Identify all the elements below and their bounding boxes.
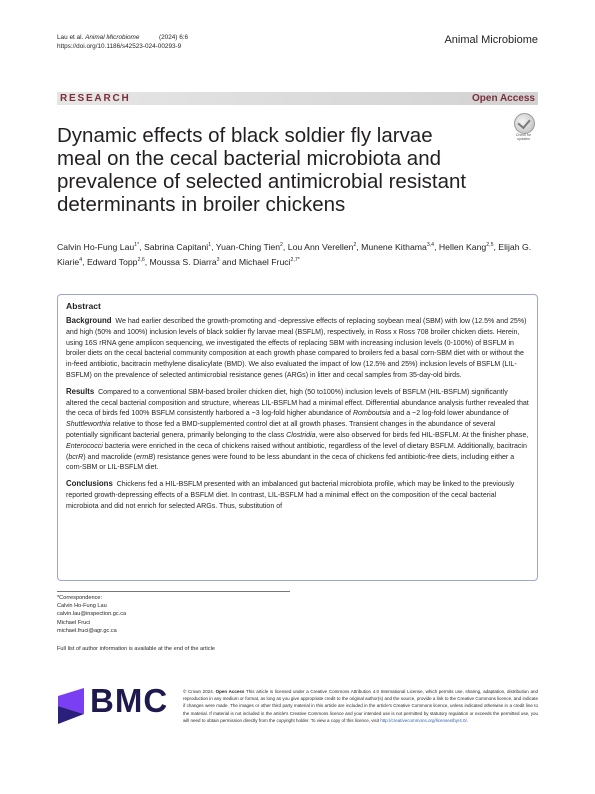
abstract-background <box>66 316 529 382</box>
open-access-bold: Open Access <box>215 689 245 694</box>
correspondence-block <box>57 594 126 635</box>
results-text: , were also observed for birds fed HIL-BSFLM. At the finisher phase, <box>315 431 529 439</box>
copyright: © Crown 2024. <box>183 689 216 694</box>
abstract-conclusions <box>66 479 529 512</box>
article-type-banner <box>57 92 538 105</box>
author-affil: 3,4 <box>426 242 435 248</box>
correspondence-email[interactable]: michael.fruci@agr.gc.ca <box>57 627 117 634</box>
check-for-updates-badge[interactable] <box>510 113 537 143</box>
citation-line <box>57 33 188 42</box>
author-name[interactable]: Michael Fruci <box>238 256 291 267</box>
correspondence-name: Michael Fruci <box>57 619 91 626</box>
author-name[interactable]: Munene Kithama <box>361 241 427 252</box>
results-genus: Enterococci <box>66 442 103 450</box>
results-text: bacteria were enriched in the ceca of chickens raised without antibiotic, regardless of the level of dietary BSFLM. Additionally, bacitracin ( <box>66 442 527 461</box>
author-name[interactable]: Lou Ann Verellen <box>287 241 354 252</box>
correspondence-email[interactable]: calvin.lau@inspection.gc.ca <box>57 611 127 618</box>
authors-and: and <box>221 256 237 267</box>
results-class: Clostridia <box>286 431 316 439</box>
author-list: Calvin Ho-Fung Lau$^{1*}$, Sabrina Capitani$^1$, Yuan-Ching Tien$^2$, Lou Ann Verellen$^2$, Munene Kithama$^{3,4}$, Hellen Kang$^{2,5}$, Elijah G. Kiarie$^4$, Edward Topp$^{2,6}$, Moussa S. Diarra$^3$ and Michael Fruci$^{2,7*}$ <box>57 241 532 267</box>
open-access-label: Open Access <box>472 93 535 104</box>
results-gene: ermB <box>136 453 153 461</box>
background-label: Background <box>66 316 112 325</box>
section-label: RESEARCH <box>60 93 131 104</box>
author-affil: 2 <box>353 242 357 248</box>
license-text <box>183 688 538 724</box>
abstract-results <box>66 387 529 474</box>
author-affil: 3 <box>216 256 220 263</box>
results-text: ) and macrolide ( <box>83 453 137 461</box>
correspondence-label: *Correspondence: <box>57 595 103 601</box>
citation-authors: Lau et al. <box>57 34 84 41</box>
author-info-note: Full list of author information is available at the end of the article <box>57 646 215 652</box>
bmc-logo-icon <box>58 688 84 724</box>
results-text: ) resistance genes were found to be less abundant in the ceca of chickens fed antibiotic-free diets, including either a corn-SBM or LIL-BSFLM diet. <box>66 453 515 472</box>
results-genus: Shuttleworthia <box>66 421 111 429</box>
abstract-box <box>57 294 538 581</box>
conclusions-label: Conclusions <box>66 479 113 489</box>
footnote-divider <box>57 591 290 592</box>
author-affil: 1* <box>134 242 140 248</box>
license-link[interactable]: http://creativecommons.org/licenses/by/4.0/ <box>380 717 467 723</box>
author-name[interactable]: Elijah G. Kiarie <box>57 241 532 267</box>
conclusions-text: Chickens fed a HIL-BSFLM presented with an imbalanced gut bacterial microbiota profile, which may be linked to the previously reported growth-depressing effects of a BSFLM diet. In contrast, LIL-BSFLM had a minimal effect on the composition of the cecal bacterial microbiota and did not enrich for selected ARGs. Thus, substitution of <box>66 481 515 510</box>
author-affil: 2,7* <box>290 256 300 263</box>
results-genus: Romboutsia <box>352 410 391 418</box>
check-for-updates-label: Check for updates <box>515 133 532 142</box>
author-name[interactable]: Sabrina Capitani <box>144 241 209 252</box>
author-name[interactable]: Yuan-Ching Tien <box>215 241 281 252</box>
citation-year-issue: (2024) 6:6 <box>158 34 189 41</box>
article-title: Dynamic effects of black soldier fly larvae meal on the cecal bacterial microbiota and prevalence of selected antimicrobial resistant determinants in broiler chickens <box>57 124 467 216</box>
running-header <box>57 33 188 51</box>
author-affil: 2,5 <box>486 242 494 248</box>
abstract-heading: Abstract <box>66 301 101 311</box>
journal-name: Animal Microbiome <box>444 34 538 46</box>
correspondence-name: Calvin Ho-Fung Lau <box>57 603 107 610</box>
citation-journal: Animal Microbiome <box>85 34 140 41</box>
author-affil: 2 <box>280 242 283 248</box>
license-body: This article is licensed under a Creative Commons Attribution 4.0 International License, which permits use, sharing, adaptation, distribution and reproduction in any medium or format, as long as you give appropriate credit to the original author(s) and the source, provide a link to the Creative Commons licence, and indicate if changes were made. The images or other third party material in this article are included in the article's Creative Commons licence, unless indicated otherwise in a credit line to the material. If material is not included in the article's Creative Commons licence and your intended use is not permitted by statutory regulation or exceeds the permitted use, you will need to obtain permission directly from the copyright holder. To view a copy of this licence, visit <box>183 689 538 723</box>
author-name[interactable]: Edward Topp <box>86 256 138 267</box>
author-affil: 1 <box>208 242 212 248</box>
results-gene: bcrR <box>68 453 84 461</box>
author-affil: 2,6 <box>137 256 145 263</box>
author-name[interactable]: Hellen Kang <box>438 241 487 252</box>
results-text: relative to those fed a BMD-supplemented control diet at all growth phases. Transient changes in the abundance of several potentially significant bacterial genera, primarily belonging to the class <box>66 421 496 439</box>
author-name[interactable]: Calvin Ho-Fung Lau <box>57 241 135 252</box>
results-label: Results <box>66 386 95 396</box>
background-text: We had earlier described the growth-promoting and -depressive effects of replacing soybean meal (SBM) with low (12.5% and 25%) and high (50% and 100%) inclusion levels of black soldier fly larvae meal (BSFLM), respectively, in Ross x Ross 708 broiler chicken diets. Herein, using 16S rRNA gene amplicon sequencing, we investigated the effects of replacing SBM with increasing inclusion levels (0-100%) of BSFLM in broiler diets on the cecal bacterial community composition at each growth phase compared to broilers fed a basal corn-SBM diet with or without the in-feed antibiotic, bacitracin methylene disalicylate (BMD). We also evaluated the impact of low (12.5% and 25%) inclusion levels of BSFLM (LIL-BSFLM) on the prevalence of selected antimicrobial resistance genes (ARGs) in litter and cecal samples from 35-day-old birds. <box>66 318 527 379</box>
license-tail: . <box>466 717 469 723</box>
author-affil: 4 <box>79 256 83 263</box>
results-text: and a ~2 log-fold lower abundance of <box>390 410 509 418</box>
doi-link[interactable]: https://doi.org/10.1186/s42523-024-00293-9 <box>57 43 182 50</box>
author-name[interactable]: Moussa S. Diarra <box>149 256 217 267</box>
bmc-logo-text: BMC <box>90 682 169 719</box>
results-text: Compared to a conventional SBM-based broiler chicken diet, high (50 to100%) inclusion levels of BSFLM (HIL-BSFLM) significantly altered the cecal bacterial composition and structure, whereas LIL-BSFLM had a minimal effect. Differential abundance analysis further revealed that the ceca of birds fed 100% BSFLM consistently harbored a ~3 log-fold higher abundance of <box>66 388 529 418</box>
